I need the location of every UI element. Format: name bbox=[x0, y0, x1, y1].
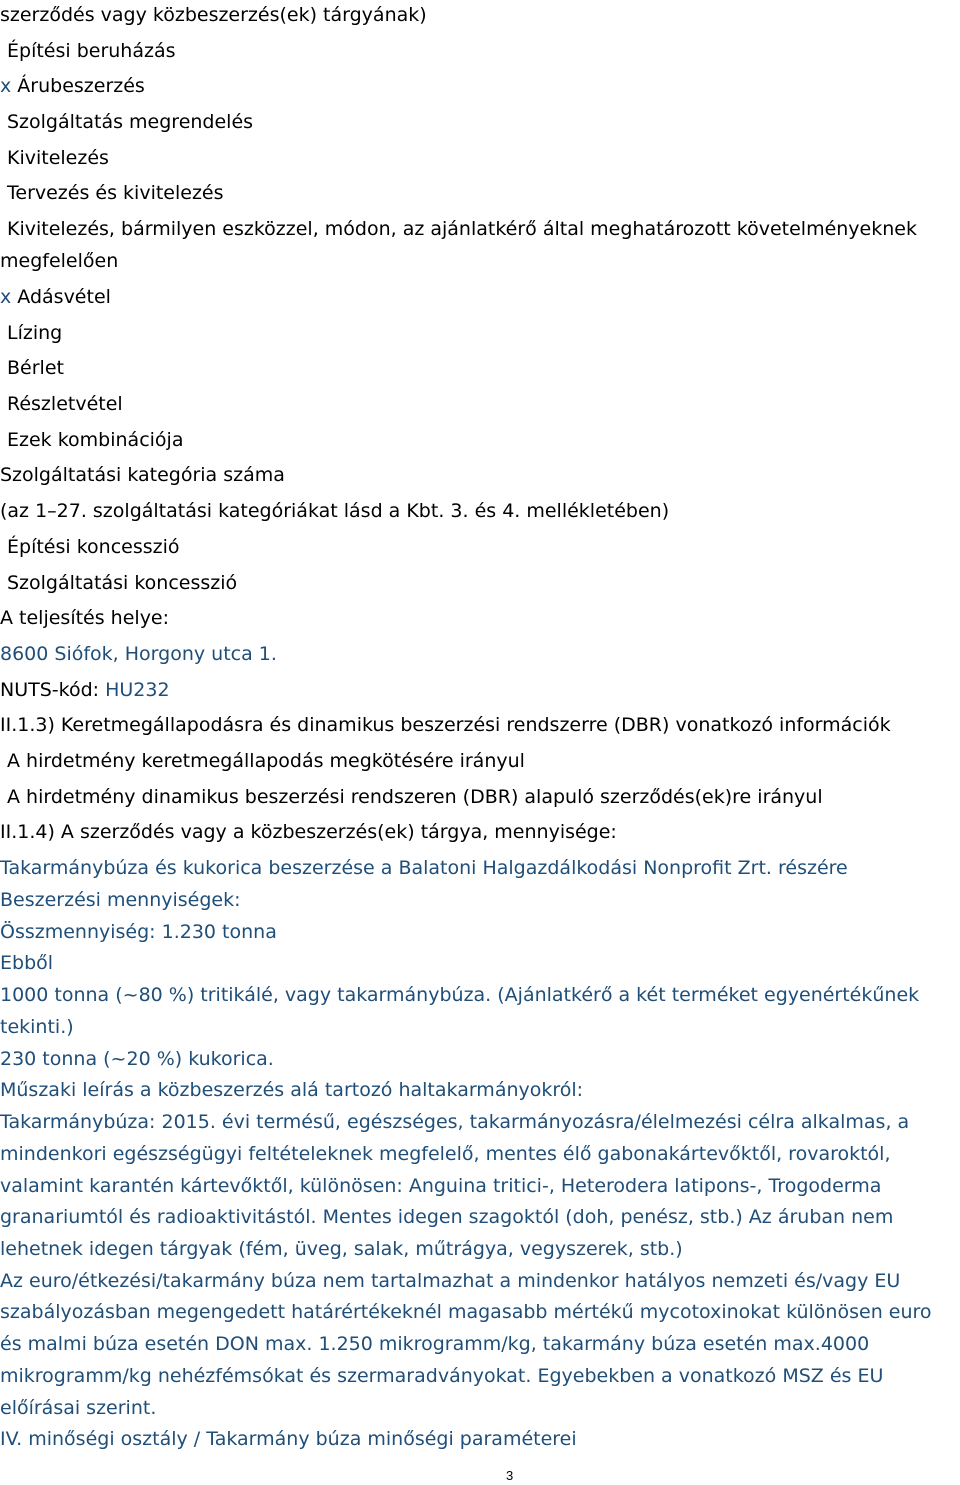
nuts-label: NUTS-kód: bbox=[0, 679, 100, 701]
section-heading: szerződés vagy közbeszerzés(ek) tárgyának) bbox=[0, 4, 427, 26]
place-value: 8600 Siófok, Horgony utca 1. bbox=[0, 643, 277, 665]
selected-mark: x bbox=[0, 286, 12, 308]
option-supply bbox=[0, 74, 145, 98]
option-execution: Kivitelezés bbox=[7, 147, 109, 169]
body-line: szabályozásban megengedett határértékeknél magasabb mértékű mycotoxinokat különösen euro bbox=[0, 1301, 932, 1323]
option-works-concession: Építési koncesszió bbox=[7, 536, 180, 558]
body-line: mindenkori egészségügyi feltételeknek megfelelő, mentes élő gabonakártevőktől, rovaroktól, bbox=[0, 1143, 891, 1165]
option-execution-any: Kivitelezés, bármilyen eszközzel, módon, az ajánlatkérő által meghatározott követelményeknek bbox=[7, 218, 917, 240]
section-2-1-3-heading: II.1.3) Keretmegállapodásra és dinamikus beszerzési rendszerre (DBR) vonatkozó információk bbox=[0, 714, 891, 736]
option-framework: A hirdetmény keretmegállapodás megkötésére irányul bbox=[7, 750, 525, 772]
body-line: és malmi búza esetén DON max. 1.250 mikrogramm/kg, takarmány búza esetén max.4000 bbox=[0, 1333, 870, 1355]
service-category: Szolgáltatási kategória száma bbox=[0, 464, 285, 486]
option-service-order: Szolgáltatás megrendelés bbox=[7, 111, 254, 133]
option-rent: Bérlet bbox=[7, 357, 64, 379]
body-line: Műszaki leírás a közbeszerzés alá tartozó haltakarmányokról: bbox=[0, 1079, 584, 1101]
body-line: Összmennyiség: 1.230 tonna bbox=[0, 921, 277, 943]
body-line: Takarmánybúza és kukorica beszerzése a Balatoni Halgazdálkodási Nonprofit Zrt. részére bbox=[0, 857, 848, 879]
option-service-concession: Szolgáltatási koncesszió bbox=[7, 572, 238, 594]
place-label: A teljesítés helye: bbox=[0, 607, 170, 629]
body-line: valamint karantén kártevőktől, különösen: Anguina tritici-, Heterodera latipons-, Trogoderma bbox=[0, 1175, 882, 1197]
option-hire-purchase: Részletvétel bbox=[7, 393, 123, 415]
page-number: 3 bbox=[506, 1468, 514, 1483]
service-category-note: (az 1–27. szolgáltatási kategóriákat lásd a Kbt. 3. és 4. mellékletében) bbox=[0, 500, 670, 522]
option-combination: Ezek kombinációja bbox=[7, 429, 184, 451]
section-2-1-4-heading: II.1.4) A szerződés vagy a közbeszerzés(ek) tárgya, mennyisége: bbox=[0, 821, 617, 843]
option-design-execution: Tervezés és kivitelezés bbox=[7, 182, 224, 204]
selected-mark: x bbox=[0, 75, 12, 97]
body-line: 1000 tonna (~80 %) tritikálé, vagy takarmánybúza. (Ajánlatkérő a két terméket egyenértékűnek bbox=[0, 984, 920, 1006]
body-line: Takarmánybúza: 2015. évi termésű, egészséges, takarmányozásra/élelmezési célra alkalmas, a bbox=[0, 1111, 910, 1133]
body-line: Beszerzési mennyiségek: bbox=[0, 889, 241, 911]
body-line: tekinti.) bbox=[0, 1016, 74, 1038]
body-line: lehetnek idegen tárgyak (fém, üveg, salak, műtrágya, vegyszerek, stb.) bbox=[0, 1238, 683, 1260]
body-line: Ebből bbox=[0, 952, 54, 974]
option-leasing: Lízing bbox=[7, 322, 63, 344]
option-execution-any-cont: megfelelően bbox=[0, 250, 119, 272]
body-line: mikrogramm/kg nehézfémsókat és szermaradványokat. Egyebekben a vonatkozó MSZ és EU bbox=[0, 1365, 884, 1387]
body-line: IV. minőségi osztály / Takarmány búza minőségi paraméterei bbox=[0, 1428, 577, 1450]
body-line: granariumtól és radioaktivitástól. Mentes idegen szagoktól (doh, penész, stb.) Az áruban nem bbox=[0, 1206, 894, 1228]
body-line: 230 tonna (~20 %) kukorica. bbox=[0, 1048, 274, 1070]
nuts-value: HU232 bbox=[105, 679, 170, 701]
option-label: Adásvétel bbox=[17, 286, 111, 308]
body-line: Az euro/étkezési/takarmány búza nem tartalmazhat a mindenkor hatályos nemzeti és/vagy EU bbox=[0, 1270, 901, 1292]
option-purchase bbox=[0, 285, 111, 309]
option-works: Építési beruházás bbox=[7, 40, 176, 62]
body-line: előírásai szerint. bbox=[0, 1397, 157, 1419]
option-dps: A hirdetmény dinamikus beszerzési rendszeren (DBR) alapuló szerződés(ek)re irányul bbox=[7, 786, 823, 808]
option-label: Árubeszerzés bbox=[17, 75, 145, 97]
nuts-code bbox=[0, 678, 170, 702]
